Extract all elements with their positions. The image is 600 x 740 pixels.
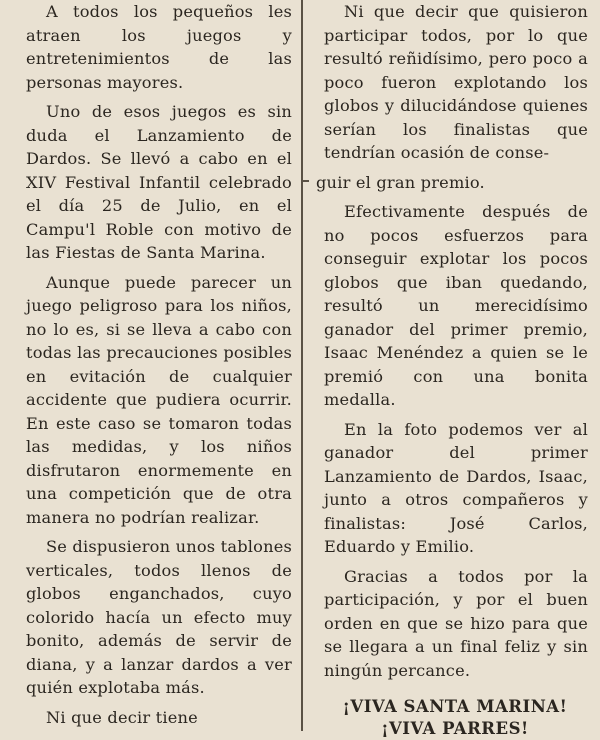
paragraph-cutoff: Ni que decir tiene xyxy=(46,707,198,727)
paragraph-thanks: Gracias a todos por la participación, y por el buen orden en que se hizo para que se llegara a un final feliz y sin ningún percance. xyxy=(324,566,588,680)
paragraph-event: Uno de esos juegos es sin duda el Lanzamiento de Dardos. Se llevó a cabo en el XIV Festival Infantil celebrado el día 25 de Julio, en el Campu'l Roble con motivo de las Fiestas de Santa Marina. xyxy=(26,102,292,262)
paragraph-continuation: guir el gran premio. xyxy=(316,172,485,192)
slogan-parres: ¡VIVA PARRES! xyxy=(381,719,529,738)
closing-slogans xyxy=(310,696,600,740)
column-divider-notch xyxy=(301,180,309,182)
slogan-santa-marina: ¡VIVA SANTA MARINA! xyxy=(342,697,568,716)
paragraph-participation: Ni que decir que quisieron participar todos, por lo que resultó reñidísimo, pero poco a poco fueron explotando los globos y dilucidándose quienes serían los finalistas que tendrían ocasión de conse- xyxy=(324,2,588,162)
column-divider xyxy=(301,0,303,731)
paragraph-intro: A todos los pequeños les atraen los juegos y entretenimientos de las personas mayores. xyxy=(26,2,292,92)
paragraph-photo: En la foto podemos ver al ganador del primer Lanzamiento de Dardos, Isaac, junto a otros compañeros y finalistas: José Carlos, Eduardo y Emilio. xyxy=(324,419,588,556)
paragraph-setup: Se dispusieron unos tablones verticales, todos llenos de globos enganchados, cuyo colorido hacía un efecto muy bonito, además de servir de diana, y a lanzar dardos a ver quién explotaba más. xyxy=(26,537,292,697)
paragraph-safety: Aunque puede parecer un juego peligroso para los niños, no lo es, si se lleva a cabo con todas las precauciones posibles en evitación de cualquier accidente que pudiera ocurrir. En este caso se tomaron todas las medidas, y los niños disfrutaron enormemente en una competición que de otra manera no podrían realizar. xyxy=(26,272,292,527)
left-column xyxy=(0,0,300,727)
paragraph-winner: Efectivamente después de no pocos esfuerzos para conseguir explotar los pocos globos que iban quedando, resultó un merecidísimo ganador del primer premio, Isaac Menéndez a quien se le premió con una bonita medalla. xyxy=(324,202,588,409)
right-column xyxy=(310,0,600,740)
